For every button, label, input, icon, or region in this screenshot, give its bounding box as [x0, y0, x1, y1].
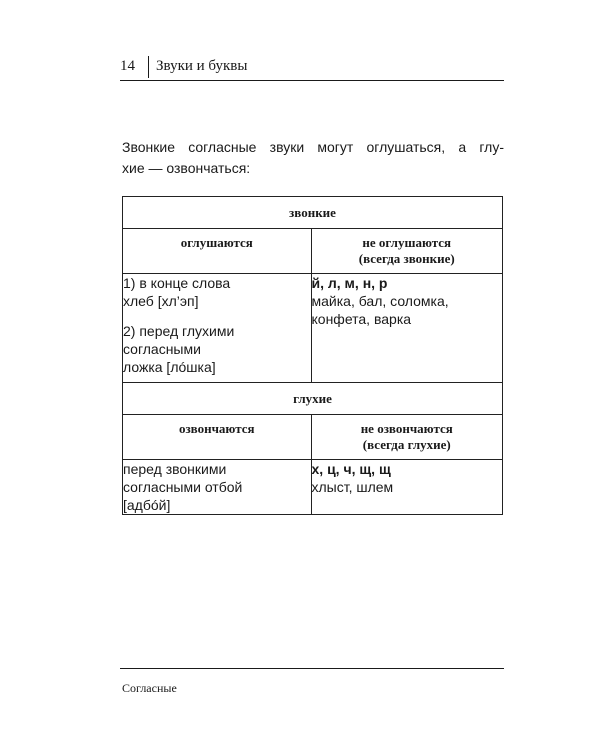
voiceless-columns-row — [123, 415, 503, 460]
rule-before-voiceless-cont: согласными — [123, 341, 201, 357]
voiceless-content-row — [123, 460, 503, 515]
voiced-col-devoiced: оглушаются — [123, 229, 312, 274]
voiceless-col-not-voiced: не озвончаются (всегда глухие) — [311, 415, 503, 460]
header-separator — [148, 56, 149, 78]
example-otboy: согласными отбой — [123, 479, 243, 495]
voiceless-heading-row — [123, 383, 503, 415]
always-voiceless-letters: х, ц, ч, щ, щ — [311, 461, 391, 477]
intro-paragraph — [122, 137, 504, 179]
running-footer: Согласные — [122, 681, 177, 695]
example-lozhka: ложка [лóшка] — [123, 359, 216, 375]
voiced-columns-row — [123, 229, 503, 274]
always-voiceless-examples: хлыст, шлем — [311, 479, 394, 495]
voiced-always-voiced — [311, 274, 503, 383]
always-voiced-letters: й, л, м, н, р — [311, 275, 388, 291]
voiced-devoiced-rules — [123, 274, 312, 383]
page-number: 14 — [120, 58, 135, 74]
footer-rule — [120, 668, 504, 669]
voiceless-voiced-rule — [123, 460, 312, 515]
example-hleb: хлеб [хл’эп] — [123, 293, 199, 309]
consonants-table — [122, 196, 503, 515]
voiced-col-not-devoiced: не оглушаются (всегда звонкие) — [311, 229, 503, 274]
voiced-content-row — [123, 274, 503, 383]
rule-before-voiced: перед звонкими — [123, 461, 227, 477]
always-voiced-examples-1: майка, бал, соломка, — [311, 293, 449, 309]
always-voiced-examples-2: конфета, варка — [311, 311, 412, 327]
intro-line-1: Звонкие согласные звуки могут оглушаться, а глу- — [122, 139, 504, 155]
voiced-heading-row — [123, 197, 503, 229]
voiced-heading: звонкие — [123, 197, 503, 229]
rule-word-end: 1) в конце слова — [123, 275, 231, 291]
voiceless-heading: глухие — [123, 383, 503, 415]
example-otboy-transcription: [адбóй] — [123, 497, 171, 513]
chapter-title: Звуки и буквы — [156, 58, 248, 74]
intro-line-2: хие — озвончаться: — [122, 160, 251, 176]
voiceless-col-voiced: озвончаются — [123, 415, 312, 460]
voiceless-always-voiceless — [311, 460, 503, 515]
running-header — [120, 56, 508, 78]
header-rule — [120, 80, 504, 81]
rule-before-voiceless: 2) перед глухими — [123, 323, 235, 339]
